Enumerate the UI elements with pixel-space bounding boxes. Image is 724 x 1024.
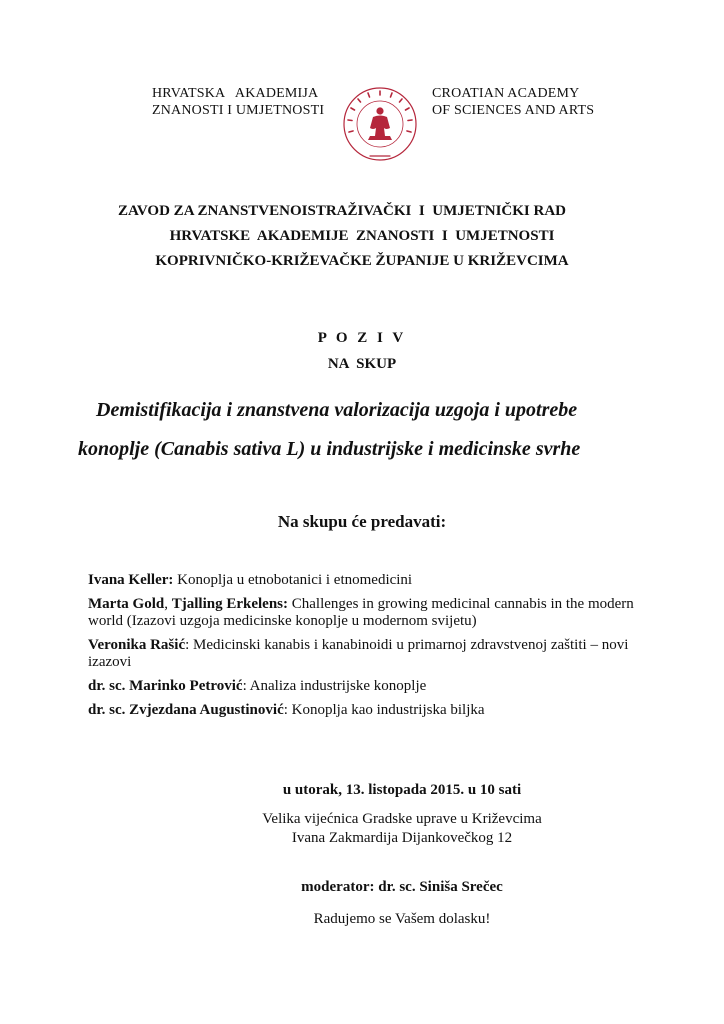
speaker-name-2: Tjalling Erkelens: [171,596,289,612]
speaker-item [88,637,648,671]
academy-seal-icon [340,84,420,164]
closing-note: Radujemo se Vašem dolasku! [313,911,491,927]
speaker-item [88,596,648,630]
academy-name-en-line2: OF SCIENCES AND ARTS [432,103,595,118]
event-title-line-2: konoplje (Canabis sativa L) u industrijske i medicinske svrhe [78,438,581,460]
invitation-heading: P O Z I V [317,330,407,346]
academy-name-english [432,85,652,119]
speaker-name: Marta Gold [88,596,165,612]
speaker-talk: : Konoplja kao industrijska biljka [283,702,485,718]
event-title-line-1: Demistifikacija i znanstvena valorizacija uzgoja i upotrebe [96,399,578,421]
speaker-name: dr. sc. Marinko Petrović [88,678,243,694]
speaker-separator: , [164,596,172,612]
academy-name-hr-line2: ZNANOSTI I UMJETNOSTI [152,103,325,118]
speakers-heading: Na skupu će predavati: [277,512,447,531]
speaker-name: Ivana Keller: [88,572,174,588]
speaker-item [88,702,648,719]
academy-name-en-line1: CROATIAN ACADEMY [432,86,580,101]
speaker-list [88,572,648,726]
event-date: u utorak, 13. listopada 2015. u 10 sati [282,782,522,798]
institute-line-1: ZAVOD ZA ZNANSTVENOISTRAŽIVAČKI I UMJETNIČKI RAD [118,203,566,219]
event-moderator: moderator: dr. sc. Siniša Srečec [301,879,503,895]
invitation-subheading: NA SKUP [327,356,397,372]
speaker-item [88,678,648,695]
speaker-name: dr. sc. Zvjezdana Augustinović [88,702,284,718]
institute-line-3: KOPRIVNIČKO-KRIŽEVAČKE ŽUPANIJE U KRIŽEVCIMA [155,253,569,269]
event-venue: Velika vijećnica Gradske uprave u Križevcima [262,811,542,827]
institute-line-2: HRVATSKE AKADEMIJE ZNANOSTI I UMJETNOSTI [169,228,555,244]
speaker-name: Veronika Rašić [88,637,186,653]
academy-name-hr-line1: HRVATSKA AKADEMIJA [152,86,319,101]
speaker-talk: Challenges in growing medicinal cannabis in the modern world (Izazovi uzgoja medicinske konoplje u modernom svijetu) [88,596,634,629]
speaker-talk: : Analiza industrijske konoplje [242,678,427,694]
speaker-talk: Konoplja u etnobotanici i etnomedicini [173,572,413,588]
speaker-talk: : Medicinski kanabis i kanabinoidi u primarnoj zdravstvenoj zaštiti – novi izazovi [88,637,629,670]
speaker-item [88,572,648,589]
event-address: Ivana Zakmardija Dijankovečkog 12 [291,830,513,846]
academy-name-croatian [152,85,342,119]
